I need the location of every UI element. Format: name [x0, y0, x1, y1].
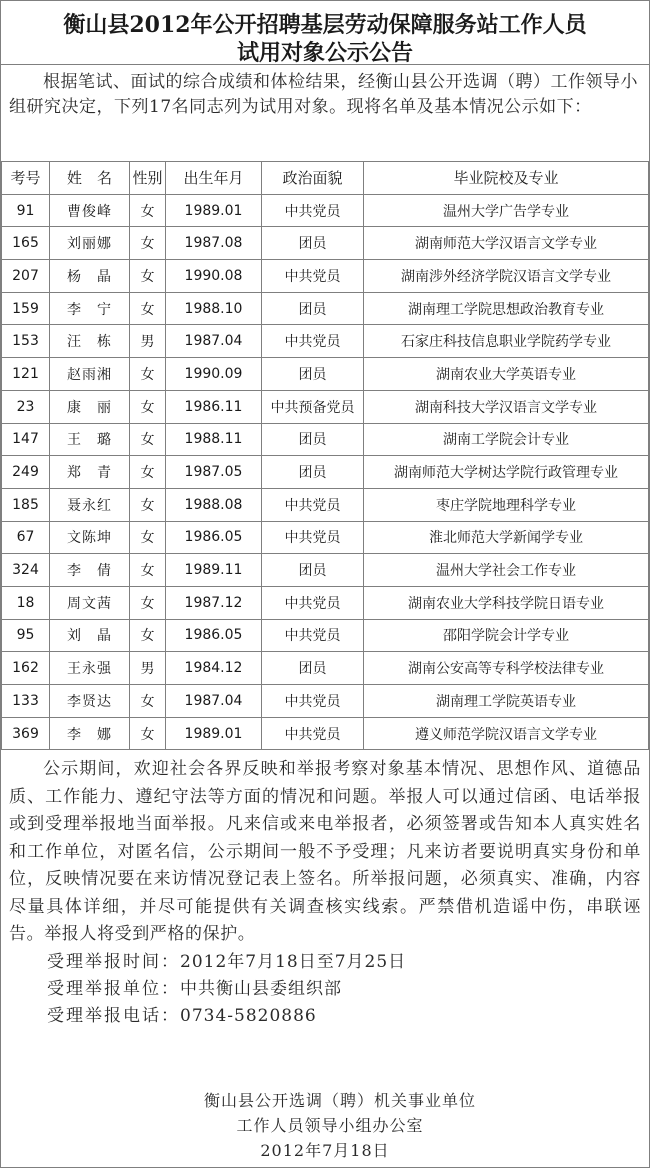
table-row: [2, 652, 649, 685]
report-unit-label: 受理举报单位：: [47, 978, 180, 999]
cell-exam-number: 324: [2, 554, 50, 587]
cell-political-status: 中共党员: [262, 488, 364, 521]
header-gender: 性别: [130, 162, 166, 195]
signature-date: 2012年7月18日: [260, 1141, 390, 1160]
intro-paragraph: 根据笔试、面试的综合成绩和体检结果，经衡山县公开选调（聘）工作领导小组研究决定，下列17名同志列为试用对象。现将名单及基本情况公示如下：: [9, 72, 638, 117]
header-school-major: 毕业院校及专业: [364, 162, 649, 195]
cell-school-major: 邵阳学院会计学专业: [364, 619, 649, 652]
cell-exam-number: 185: [2, 488, 50, 521]
table-row: [2, 227, 649, 260]
cell-exam-number: 23: [2, 390, 50, 423]
cell-political-status: 团员: [262, 292, 364, 325]
table-row: [2, 423, 649, 456]
table-row: [2, 488, 649, 521]
cell-exam-number: 18: [2, 586, 50, 619]
cell-school-major: 温州大学社会工作专业: [364, 554, 649, 587]
cell-exam-number: 162: [2, 652, 50, 685]
cell-gender: 女: [130, 194, 166, 227]
cell-school-major: 湖南农业大学科技学院日语专业: [364, 586, 649, 619]
cell-name: 李 宁: [50, 292, 130, 325]
header-political-status: 政治面貌: [262, 162, 364, 195]
report-phone-label: 受理举报电话：: [47, 1005, 180, 1026]
cell-political-status: 团员: [262, 456, 364, 489]
report-phone-value: 0734-5820886: [180, 1005, 317, 1026]
cell-gender: 男: [130, 652, 166, 685]
cell-birth: 1988.11: [166, 423, 262, 456]
cell-political-status: 中共党员: [262, 260, 364, 293]
cell-gender: 女: [130, 227, 166, 260]
cell-name: 康 丽: [50, 390, 130, 423]
cell-name: 杨 晶: [50, 260, 130, 293]
cell-birth: 1988.10: [166, 292, 262, 325]
cell-school-major: 温州大学广告学专业: [364, 194, 649, 227]
signature-org-line-1: 衡山县公开选调（聘）机关事业单位: [203, 1091, 476, 1110]
cell-political-status: 团员: [262, 227, 364, 260]
cell-gender: 女: [130, 717, 166, 750]
report-unit-line: [47, 976, 649, 1003]
cell-exam-number: 67: [2, 521, 50, 554]
cell-school-major: 湖南公安高等专科学校法律专业: [364, 652, 649, 685]
cell-school-major: 石家庄科技信息职业学院药学专业: [364, 325, 649, 358]
cell-gender: 女: [130, 619, 166, 652]
cell-name: 刘丽娜: [50, 227, 130, 260]
cell-political-status: 中共党员: [262, 325, 364, 358]
cell-political-status: 中共预备党员: [262, 390, 364, 423]
cell-birth: 1989.01: [166, 717, 262, 750]
table-row: [2, 325, 649, 358]
cell-birth: 1987.12: [166, 586, 262, 619]
cell-political-status: 团员: [262, 652, 364, 685]
cell-birth: 1987.05: [166, 456, 262, 489]
cell-name: 周文茜: [50, 586, 130, 619]
cell-political-status: 中共党员: [262, 619, 364, 652]
cell-political-status: 中共党员: [262, 586, 364, 619]
table-header-row: [2, 162, 649, 195]
header-birth: 出生年月: [166, 162, 262, 195]
announcement-title: [1, 1, 649, 65]
cell-school-major: 湖南农业大学英语专业: [364, 358, 649, 391]
cell-exam-number: 249: [2, 456, 50, 489]
cell-gender: 女: [130, 423, 166, 456]
cell-name: 王 璐: [50, 423, 130, 456]
cell-birth: 1986.05: [166, 619, 262, 652]
header-name: 姓 名: [50, 162, 130, 195]
cell-political-status: 团员: [262, 423, 364, 456]
cell-exam-number: 91: [2, 194, 50, 227]
cell-political-status: 中共党员: [262, 717, 364, 750]
cell-exam-number: 121: [2, 358, 50, 391]
cell-birth: 1984.12: [166, 652, 262, 685]
cell-exam-number: 153: [2, 325, 50, 358]
cell-birth: 1987.08: [166, 227, 262, 260]
cell-exam-number: 159: [2, 292, 50, 325]
cell-school-major: 湖南师范大学汉语言文学专业: [364, 227, 649, 260]
table-row: [2, 554, 649, 587]
cell-name: 刘 晶: [50, 619, 130, 652]
table-body: [2, 194, 649, 750]
cell-birth: 1990.09: [166, 358, 262, 391]
table-row: [2, 456, 649, 489]
cell-gender: 女: [130, 521, 166, 554]
cell-exam-number: 147: [2, 423, 50, 456]
signature-block: [1, 1088, 649, 1163]
cell-political-status: 团员: [262, 554, 364, 587]
cell-name: 聂永红: [50, 488, 130, 521]
cell-exam-number: 95: [2, 619, 50, 652]
cell-political-status: 中共党员: [262, 194, 364, 227]
report-time-value: 2012年7月18日至7月25日: [180, 951, 407, 972]
cell-exam-number: 369: [2, 717, 50, 750]
cell-school-major: 枣庄学院地理科学专业: [364, 488, 649, 521]
header-exam-number: 考号: [2, 162, 50, 195]
cell-school-major: 湖南理工学院英语专业: [364, 685, 649, 718]
cell-school-major: 湖南工学院会计专业: [364, 423, 649, 456]
cell-name: 赵雨湘: [50, 358, 130, 391]
cell-birth: 1987.04: [166, 325, 262, 358]
report-time-label: 受理举报时间：: [47, 951, 180, 972]
table-row: [2, 260, 649, 293]
cell-gender: 女: [130, 685, 166, 718]
cell-name: 王永强: [50, 652, 130, 685]
cell-name: 汪 栋: [50, 325, 130, 358]
table-row: [2, 619, 649, 652]
cell-exam-number: 165: [2, 227, 50, 260]
cell-exam-number: 133: [2, 685, 50, 718]
title-line-1: 衡山县2012年公开招聘基层劳动保障服务站工作人员: [63, 12, 587, 38]
table-row: [2, 521, 649, 554]
table-row: [2, 358, 649, 391]
table-row: [2, 194, 649, 227]
cell-name: 文陈坤: [50, 521, 130, 554]
cell-name: 郑 青: [50, 456, 130, 489]
cell-birth: 1986.11: [166, 390, 262, 423]
cell-gender: 女: [130, 488, 166, 521]
cell-birth: 1990.08: [166, 260, 262, 293]
cell-exam-number: 207: [2, 260, 50, 293]
report-unit-value: 中共衡山县委组织部: [180, 978, 342, 999]
cell-name: 曹俊峰: [50, 194, 130, 227]
cell-school-major: 遵义师范学院汉语言文学专业: [364, 717, 649, 750]
contact-info: [1, 949, 649, 1030]
cell-gender: 女: [130, 292, 166, 325]
table-row: [2, 586, 649, 619]
cell-name: 李 娜: [50, 717, 130, 750]
cell-gender: 男: [130, 325, 166, 358]
report-phone-line: [47, 1003, 649, 1030]
cell-gender: 女: [130, 456, 166, 489]
signature-org-line-2: 工作人员领导小组办公室: [236, 1116, 424, 1135]
cell-name: 李贤达: [50, 685, 130, 718]
notice-paragraph: 公示期间，欢迎社会各界反映和举报考察对象基本情况、思想作风、道德品质、工作能力、遵纪守法等方面的情况和问题。举报人可以通过信函、电话举报或到受理举报地当面举报。凡来信或来电举报者，必须签署或告知本人真实姓名和工作单位，对匿名信，公示期间一般不予受理；凡来访者要说明真实身份和单位，反映情况要在来访情况登记表上签名。所举报问题，必须真实、准确，内容尽量具体详细，并尽可能提供有关调查核实线索。严禁借机造谣中伤，串联诬告。举报人将受到严格的保护。: [9, 759, 641, 945]
cell-school-major: 湖南涉外经济学院汉语言文学专业: [364, 260, 649, 293]
table-row: [2, 390, 649, 423]
table-row: [2, 292, 649, 325]
cell-birth: 1986.05: [166, 521, 262, 554]
cell-gender: 女: [130, 358, 166, 391]
table-row: [2, 717, 649, 750]
cell-political-status: 中共党员: [262, 521, 364, 554]
title-line-2: 试用对象公示公告: [236, 40, 413, 66]
cell-gender: 女: [130, 554, 166, 587]
cell-political-status: 中共党员: [262, 685, 364, 718]
cell-school-major: 湖南师范大学树达学院行政管理专业: [364, 456, 649, 489]
cell-gender: 女: [130, 260, 166, 293]
cell-school-major: 湖南理工学院思想政治教育专业: [364, 292, 649, 325]
cell-school-major: 淮北师范大学新闻学专业: [364, 521, 649, 554]
candidate-table: [1, 161, 649, 750]
table-row: [2, 685, 649, 718]
cell-gender: 女: [130, 390, 166, 423]
cell-birth: 1988.08: [166, 488, 262, 521]
cell-birth: 1987.04: [166, 685, 262, 718]
cell-political-status: 团员: [262, 358, 364, 391]
cell-birth: 1989.11: [166, 554, 262, 587]
report-time-line: [47, 949, 649, 976]
cell-name: 李 倩: [50, 554, 130, 587]
cell-birth: 1989.01: [166, 194, 262, 227]
cell-school-major: 湖南科技大学汉语言文学专业: [364, 390, 649, 423]
cell-gender: 女: [130, 586, 166, 619]
